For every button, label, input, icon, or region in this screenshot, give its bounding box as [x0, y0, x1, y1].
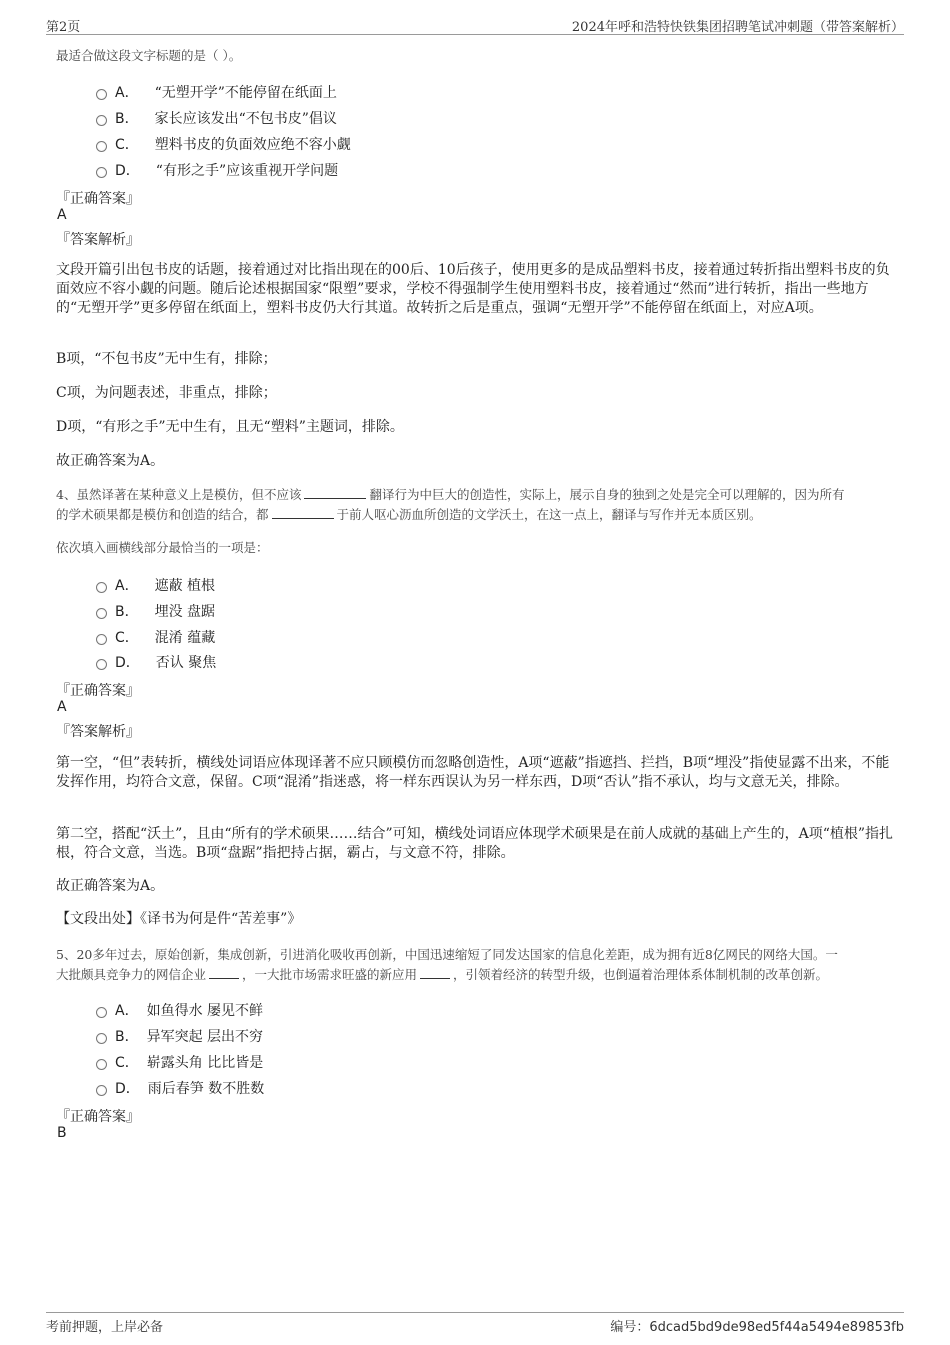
footer-slogan: 考前押题，上岸必备 [46, 1320, 164, 1335]
q4-blank-2 [272, 506, 334, 519]
radio-icon[interactable] [96, 1059, 107, 1070]
q4-prompt: 依次填入画横线部分最恰当的一项是： [56, 540, 269, 555]
page-footer [46, 1312, 904, 1335]
q3-answer-label: 『正确答案』 [56, 191, 140, 207]
radio-icon[interactable] [96, 608, 107, 619]
q3-option-a[interactable]: A． “无塑开学”不能停留在纸面上 [96, 81, 337, 103]
q4-conclusion: 故正确答案为A。 [56, 878, 165, 894]
radio-icon[interactable] [96, 115, 107, 126]
q4-analysis-blank1: 第一空，“但”表转折，横线处词语应体现译著不应只顾模仿而忽略创造性，A项“遮蔽”指遮挡、拦挡，B项“埋没”指使显露不出来，不能发挥作用，均符合文意，保留。C项“混淆”指迷惑，将一样东西误认为另一样东西，D项“否认”指不承认，均与文意无关，排除。 [56, 755, 890, 790]
q5-option-c[interactable]: C． 崭露头角 比比皆是 [96, 1051, 263, 1073]
q4-source: 【文段出处】《译书为何是件“苦差事”》 [56, 911, 302, 927]
radio-icon[interactable] [96, 1085, 107, 1096]
radio-icon[interactable] [96, 1007, 107, 1018]
radio-icon[interactable] [96, 1033, 107, 1044]
q4-analysis-label: 『答案解析』 [56, 724, 140, 740]
q3-option-d[interactable]: D． “有形之手”应该重视开学问题 [96, 159, 338, 181]
q3-stem: 最适合做这段文字标题的是（ ）。 [56, 48, 242, 63]
q3-option-b[interactable]: B． 家长应该发出“不包书皮”倡议 [96, 107, 337, 129]
q5-option-d[interactable]: D． 雨后春笋 数不胜数 [96, 1077, 264, 1099]
q3-answer: A [57, 207, 67, 223]
q4-option-a[interactable]: A． 遮蔽 植根 [96, 574, 215, 596]
radio-icon[interactable] [96, 634, 107, 645]
q4-blank-1 [304, 486, 366, 499]
radio-icon[interactable] [96, 582, 107, 593]
q5-option-b[interactable]: B． 异军突起 层出不穷 [96, 1025, 263, 1047]
document-id: 编号：6dcad5bd9de98ed5f44a5494e89853fb [610, 1320, 904, 1335]
q4-answer: A [57, 699, 67, 715]
q4-stem: 4、虽然译著在某种意义上是模仿，但不应该 翻译行为中巨大的创造性，实际上，展示自身的独到之处是完全可以理解的，因为所有 的学术硕果都是模仿和创造的结合，都 于前人呕心沥血所创造的文学沃土，在这一点上，翻译与写作并无本质区别。 [56, 487, 845, 522]
q5-answer: B [57, 1125, 67, 1141]
document-title: 2024年呼和浩特快铁集团招聘笔试冲刺题（带答案解析） [571, 20, 904, 35]
q3-analysis-para: 文段开篇引出包书皮的话题，接着通过对比指出现在的00后、10后孩子，使用更多的是成品塑料书皮，接着通过转折指出塑料书皮的负面效应不容小觑的问题。随后论述根据国家“限塑”要求，学校不得强制学生使用塑料书皮，接着通过“然而”进行转折，指出一些地方的“无塑开学”更多停留在纸面上，塑料书皮仍大行其道。故转折之后是重点，强调“无塑开学”不能停留在纸面上，对应A项。 [56, 262, 890, 316]
q5-option-a[interactable]: A． 如鱼得水 屡见不鲜 [96, 999, 263, 1021]
page-header [46, 14, 904, 35]
q4-option-c[interactable]: C． 混淆 蕴藏 [96, 626, 215, 648]
q4-option-b[interactable]: B． 埋没 盘踞 [96, 600, 215, 622]
q3-analysis-d: D项，“有形之手”无中生有，且无“塑料”主题词，排除。 [56, 419, 404, 435]
q4-answer-label: 『正确答案』 [56, 683, 140, 699]
radio-icon[interactable] [96, 659, 107, 670]
q5-answer-label: 『正确答案』 [56, 1109, 140, 1125]
q4-option-d[interactable]: D． 否认 聚焦 [96, 651, 216, 673]
q3-analysis-c: C项，为问题表述，非重点，排除； [56, 385, 277, 401]
radio-icon[interactable] [96, 89, 107, 100]
q3-option-c[interactable]: C． 塑料书皮的负面效应绝不容小觑 [96, 133, 351, 155]
q4-analysis-blank2: 第二空，搭配“沃土”，且由“所有的学术硕果……结合”可知，横线处词语应体现学术硕果是在前人成就的基础上产生的，A项“植根”指扎根，符合文意，当选。B项“盘踞”指把持占据，霸占，与文意不符，排除。 [56, 826, 894, 861]
page-number: 第2页 [46, 20, 81, 35]
radio-icon[interactable] [96, 167, 107, 178]
q3-conclusion: 故正确答案为A。 [56, 453, 165, 469]
q5-blank-1 [209, 966, 239, 979]
q5-blank-2 [420, 966, 450, 979]
q5-stem: 5、20多年过去，原始创新，集成创新，引进消化吸收再创新，中国迅速缩短了同发达国家的信息化差距，成为拥有近8亿网民的网络大国。一 大批颇具竞争力的网信企业 ，一大批市场需求旺盛的新应用 ，引领着经济的转型升级，也倒逼着治理体系体制机制的改革创新。 [56, 947, 838, 982]
q3-analysis-b: B项，“不包书皮”无中生有，排除； [56, 351, 277, 367]
radio-icon[interactable] [96, 141, 107, 152]
q3-analysis-label: 『答案解析』 [56, 232, 140, 248]
